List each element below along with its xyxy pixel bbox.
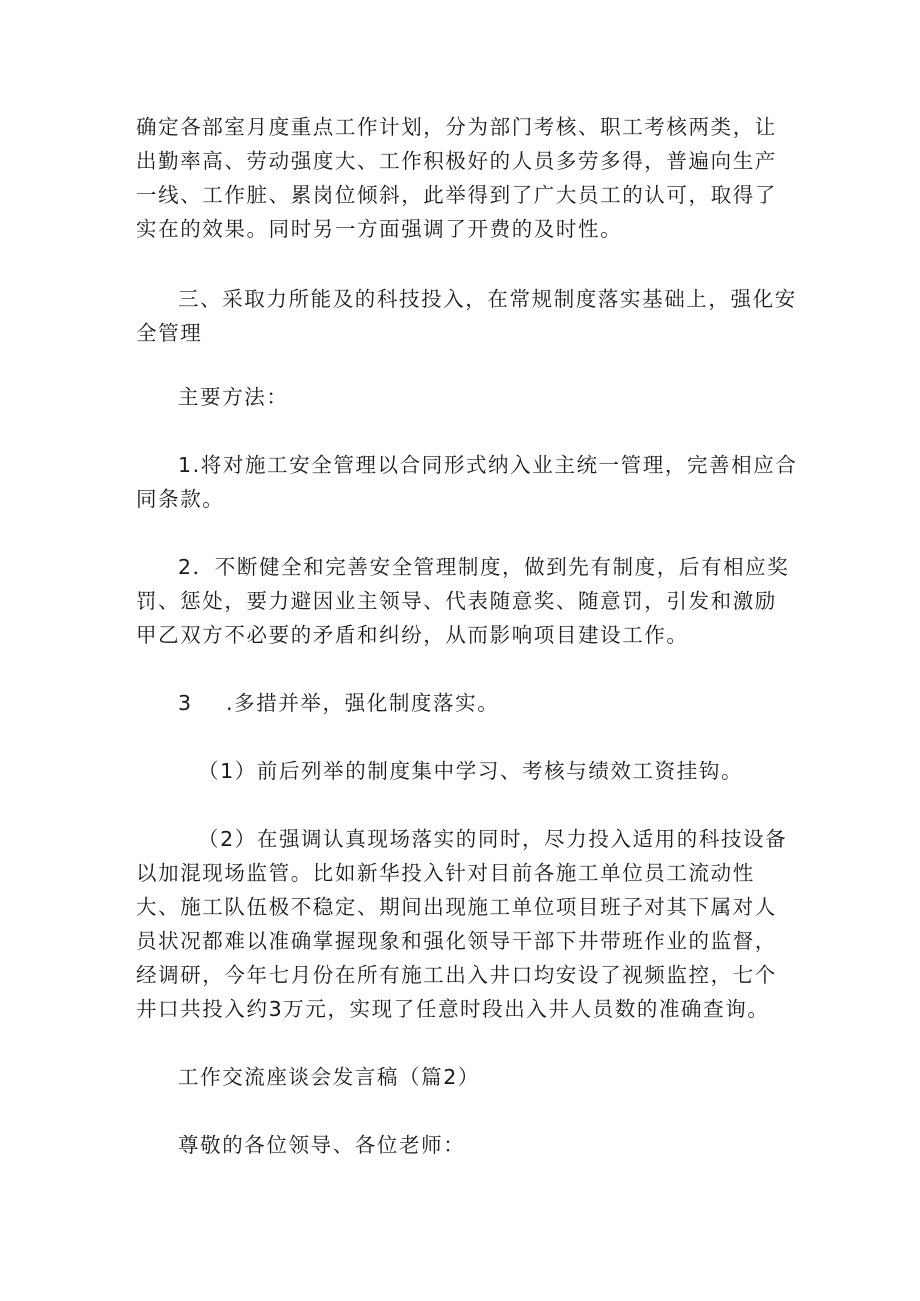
method-item-3-number: 3 [178,691,193,715]
salutation: 尊敬的各位领导、各位老师： [178,1133,466,1157]
method-item-1: 1.将对施工安全管理以合同形式纳入业主统一管理，完善相应合同条款。 [136,453,798,511]
section-heading-three: 三、采取力所能及的科技投入，在常规制度落实基础上，强化安全管理 [136,287,797,345]
method-item-2: 2．不断健全和完善安全管理制度，做到先有制度，后有相应奖罚、惩处，要力避因业主领导、代表随意奖、随意罚，引发和激励甲乙双方不必要的矛盾和纠纷，从而影响项目建设工作。 [136,555,790,647]
sub-item-1: （1）前后列举的制度集中学习、考核与绩效工资挂钩。 [198,759,744,783]
method-item-3 [178,686,798,720]
paragraph-assessment: 确定各部室月度重点工作计划，分为部门考核、职工考核两类，让出勤率高、劳动强度大、工作积极好的人员多劳多得，普遍向生产一线、工作脏、累岗位倾斜，此举得到了广大员工的认可，取得了实在的效果。同时另一方面强调了开费的及时性。 [136,115,777,241]
sub-item-2: （2）在强调认真现场落实的同时，尽力投入适用的科技设备以加混现场监管。比如新华投入针对目前各施工单位员工流动性大、施工队伍极不稳定、期间出现施工单位项目班子对其下属对人员状况都难以准确掌握现象和强化领导干部下井带班作业的监督，经调研，今年七月份在所有施工出入井口均安设了视频监控，七个井口共投入约3万元，实现了任意时段出入井人员数的准确查询。 [136,827,788,1021]
method-item-3-text: .多措并举，强化制度落实。 [226,691,500,715]
main-methods-label: 主要方法： [178,385,289,409]
section-title-part-2: 工作交流座谈会发言稿（篇2） [178,1065,480,1089]
